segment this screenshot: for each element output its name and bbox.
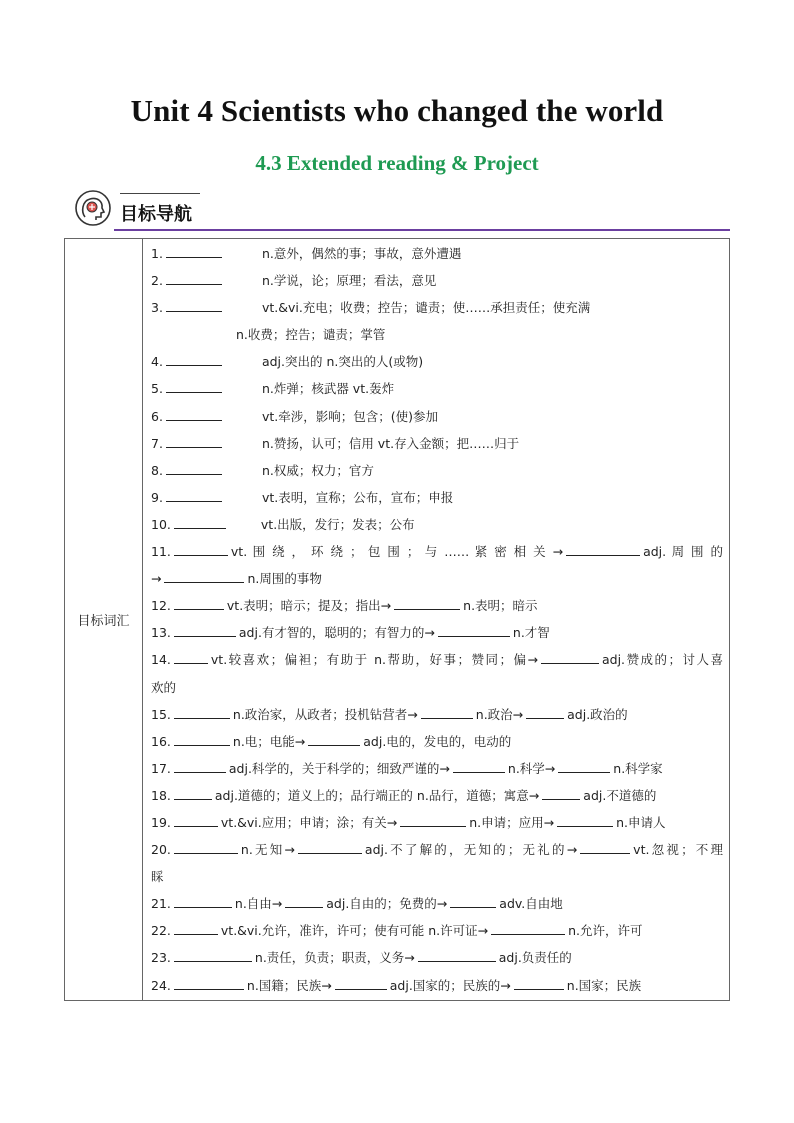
answer-blank[interactable] <box>400 825 466 827</box>
answer-blank[interactable] <box>421 717 473 719</box>
vocab-item: 11. vt. 围 绕 ， 环 绕 ； 包 围 ； 与 …… 紧 密 相 关 → adj. 周 围 的 <box>151 544 723 560</box>
answer-blank[interactable] <box>453 771 505 773</box>
answer-blank[interactable] <box>450 906 496 908</box>
vocab-item: 21. n.自由→ adj.自由的；免费的→ adv.自由地 <box>151 896 563 912</box>
answer-blank[interactable] <box>566 554 640 556</box>
vocab-item: 18. adj.道德的；道义上的；品行端正的 n.品行，道德；寓意→ adj.不道德的 <box>151 787 657 803</box>
answer-blank[interactable] <box>166 419 222 421</box>
vocab-item: 7. n.赞扬，认可；信用 vt.存入金额；把……归于 <box>151 435 520 451</box>
answer-blank[interactable] <box>166 500 222 502</box>
vocab-item-continued: 睬 <box>151 869 164 885</box>
answer-blank[interactable] <box>164 581 244 583</box>
section-header <box>74 187 730 233</box>
answer-blank[interactable] <box>174 933 218 935</box>
vocab-item: 14. vt.较喜欢；偏袒；有助于 n.帮助，好事；赞同；偏→ adj.赞成的；讨人喜 <box>151 652 723 668</box>
section-label: 目标导航 <box>120 204 192 225</box>
answer-blank[interactable] <box>166 283 222 285</box>
answer-blank[interactable] <box>335 988 387 990</box>
answer-blank[interactable] <box>174 825 218 827</box>
answer-blank[interactable] <box>438 635 510 637</box>
header-top-line <box>120 193 200 194</box>
answer-blank[interactable] <box>174 960 252 962</box>
vocab-item: 2. n.学说，论；原理；看法，意见 <box>151 273 437 289</box>
answer-blank[interactable] <box>174 608 224 610</box>
answer-blank[interactable] <box>418 960 496 962</box>
category-cell: 目标词汇 <box>65 239 143 1001</box>
answer-blank[interactable] <box>298 852 362 854</box>
answer-blank[interactable] <box>174 988 244 990</box>
answer-blank[interactable] <box>166 310 222 312</box>
answer-blank[interactable] <box>174 906 232 908</box>
answer-blank[interactable] <box>174 717 230 719</box>
answer-blank[interactable] <box>542 798 580 800</box>
answer-blank[interactable] <box>166 446 222 448</box>
answer-blank[interactable] <box>285 906 323 908</box>
vocab-item: 16. n.电；电能→ adj.电的，发电的，电动的 <box>151 733 512 749</box>
vocab-item: 19. vt.&vi.应用；申请；涂；有关→ n.申请；应用→ n.申请人 <box>151 814 666 830</box>
answer-blank[interactable] <box>514 988 564 990</box>
answer-blank[interactable] <box>174 662 208 664</box>
answer-blank[interactable] <box>174 771 226 773</box>
page-subtitle: 4.3 Extended reading & Project <box>255 151 539 175</box>
vocab-item: 20. n.无知→ adj.不了解的，无知的；无礼的→ vt.忽视；不理 <box>151 842 724 858</box>
page-title: Unit 4 Scientists who changed the world <box>130 93 664 128</box>
vocab-item: 1. n.意外，偶然的事；事故，意外遭遇 <box>151 246 462 261</box>
vocab-item: 12. vt.表明；暗示；提及；指出→ n.表明；暗示 <box>151 598 538 614</box>
vocabulary-list <box>143 239 730 1001</box>
answer-blank[interactable] <box>580 852 630 854</box>
vocab-item: 23. n.责任，负责；职责，义务→ adj.负责任的 <box>151 950 572 966</box>
vocab-item: 10. vt.出版，发行；发表；公布 <box>151 516 415 532</box>
vocab-item: 17. adj.科学的，关于科学的；细致严谨的→ n.科学→ n.科学家 <box>151 760 663 776</box>
answer-blank[interactable] <box>541 662 599 664</box>
section-divider <box>114 229 730 231</box>
answer-blank[interactable] <box>166 256 222 258</box>
vocab-item-continued: n.收费；控告；谴责；掌管 <box>236 327 386 343</box>
vocab-item-continued: → n.周围的事物 <box>151 571 322 587</box>
vocab-item-continued: 欢的 <box>151 679 177 695</box>
brain-head-icon <box>74 189 112 227</box>
answer-blank[interactable] <box>166 364 222 366</box>
answer-blank[interactable] <box>174 744 230 746</box>
answer-blank[interactable] <box>174 635 236 637</box>
vocabulary-table <box>64 238 730 1001</box>
answer-blank[interactable] <box>394 608 460 610</box>
vocab-item: 22. vt.&vi.允许，准许，许可；使有可能 n.许可证→ n.允许，许可 <box>151 923 643 939</box>
answer-blank[interactable] <box>174 798 212 800</box>
vocab-item: 13. adj.有才智的，聪明的；有智力的→ n.才智 <box>151 625 550 641</box>
answer-blank[interactable] <box>174 527 226 529</box>
answer-blank[interactable] <box>557 825 613 827</box>
vocab-item: 24. n.国籍；民族→ adj.国家的；民族的→ n.国家；民族 <box>151 977 642 993</box>
vocab-item: 8. n.权威；权力；官方 <box>151 462 374 478</box>
vocab-item: 15. n.政治家，从政者；投机钻营者→ n.政治→ adj.政治的 <box>151 706 628 722</box>
vocab-item: 6. vt.牵涉，影响；包含；(使)参加 <box>151 408 438 424</box>
answer-blank[interactable] <box>166 391 222 393</box>
vocab-item: 4. adj.突出的 n.突出的人(或物) <box>151 354 424 370</box>
answer-blank[interactable] <box>491 933 565 935</box>
answer-blank[interactable] <box>558 771 610 773</box>
answer-blank[interactable] <box>526 717 564 719</box>
vocab-item: 5. n.炸弹；核武器 vt.轰炸 <box>151 381 395 397</box>
answer-blank[interactable] <box>174 554 228 556</box>
vocab-item: 3. vt.&vi.充电；收费；控告；谴责；使……承担责任；使充满 <box>151 300 591 316</box>
answer-blank[interactable] <box>166 473 222 475</box>
answer-blank[interactable] <box>308 744 360 746</box>
answer-blank[interactable] <box>174 852 238 854</box>
vocab-item: 9. vt.表明，宣称；公布，宣布；申报 <box>151 489 454 505</box>
